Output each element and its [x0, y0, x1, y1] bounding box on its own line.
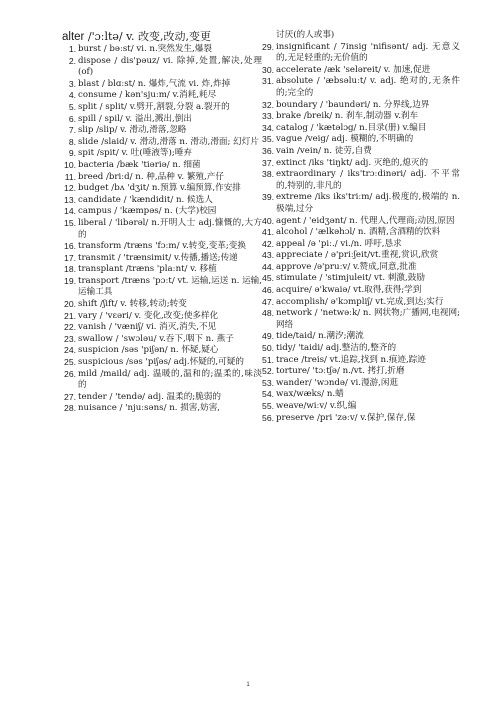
- entry-number: 1.: [68, 44, 76, 54]
- entry-number: 54.: [262, 389, 274, 400]
- headword-phonetic: /'ɔːltə/: [87, 30, 123, 43]
- entry-text: boundary / 'baundəri/ n. 分界线,边界: [276, 99, 430, 110]
- headword-definition: v. 改变,改动,变更: [126, 30, 212, 43]
- entry-text: campus / 'kæmpəs/ n. (大学)校园: [78, 206, 217, 217]
- entry-text: network / 'netwəːk/ n. 网状物;广播网,电视网;网络: [276, 308, 460, 330]
- entry-text: weave/wiːv/ v.织,编: [276, 401, 357, 411]
- entry-number: 36.: [262, 145, 274, 156]
- vocab-entry: [62, 137, 262, 149]
- entry-number: 12.: [64, 183, 76, 194]
- entry-text: preserve /pri 'zəːv/ v.保护,保存,保: [276, 412, 416, 423]
- vocab-entry: [62, 357, 262, 369]
- page-number: 1: [246, 682, 250, 688]
- entry-text: vary / 'vɛəri/ v. 变化,改变;使多样化: [78, 310, 219, 321]
- entry-number: 52.: [262, 366, 274, 377]
- entry-number: 14.: [64, 206, 76, 217]
- entry-text: slip /slip/ v. 滑动,滑落,忽略: [78, 125, 187, 136]
- vocab-entry: [260, 111, 460, 123]
- vocab-entry: [62, 172, 262, 184]
- vocab-entry: [62, 369, 262, 392]
- vocab-entry: [62, 311, 262, 323]
- vocab-entry: [62, 183, 262, 195]
- entry-number: 28.: [64, 403, 76, 414]
- entry-text: extreme /iks iks'triːm/ adj.极度的,极端的 n. 极端,过分: [276, 192, 460, 214]
- entry-number: 48.: [262, 308, 274, 319]
- entry-text: extraordinary / iks'trɔːdinəri/ adj. 不平常的,特别的,非凡的: [276, 169, 460, 191]
- vocab-entry: [62, 195, 262, 207]
- entry-text: mild /maild/ adj. 温暖的,温和的;温柔的,味淡的: [78, 368, 262, 391]
- vocab-entry: [62, 276, 262, 299]
- entry-number: 4.: [68, 90, 76, 101]
- entry-number: 30.: [262, 64, 274, 75]
- vocab-entry: [260, 343, 460, 355]
- entry-text: blast / blɑːst/ n. 爆炸,气流 vi. 炸,炸掉: [78, 78, 231, 89]
- vocab-entry: [62, 392, 262, 404]
- vocab-entry: [260, 227, 460, 239]
- left-column: [62, 30, 262, 415]
- vocab-entry: [260, 389, 460, 401]
- vocab-entry: [260, 401, 460, 413]
- entry-number: 5.: [68, 101, 76, 112]
- entry-number: 31.: [262, 76, 274, 87]
- entry-number: 34.: [262, 122, 274, 133]
- vocab-entry: [260, 262, 460, 274]
- entry-text: accomplish/ ə'kɔmpliʃ/ vt.完成,到达;实行: [276, 296, 444, 307]
- entry-number: 41.: [262, 227, 274, 238]
- entry-number: 33.: [262, 111, 274, 122]
- vocab-entry: [260, 158, 460, 170]
- entry-number: 11.: [64, 171, 76, 182]
- entry-text: stimulate / 'stimjuleit/ vt. 刺激,鼓励: [276, 273, 425, 284]
- entry-number: 40.: [262, 215, 274, 226]
- vocab-entry: [260, 42, 460, 65]
- vocab-entry: [62, 56, 262, 79]
- vocab-entry: [260, 366, 460, 378]
- entry-number: 26.: [64, 368, 76, 379]
- entry-text: transplant /træns 'plaːnt/ v. 移植: [78, 264, 217, 275]
- entry-number: 37.: [262, 157, 274, 168]
- vocab-entry: [260, 355, 460, 367]
- entry-text: absolute / 'æbsəluːt/ v. adj. 绝对的,无条件的;完全的: [276, 76, 460, 98]
- vocab-entry: [62, 241, 262, 253]
- entry-number: 20.: [64, 299, 76, 310]
- entry-number: 44.: [262, 261, 274, 272]
- entry-text: trace /treis/ vt.追踪,找到 n.痕迹,踪迹: [276, 354, 426, 365]
- entry-number: 16.: [64, 241, 76, 252]
- entry-text: tender / 'tendə/ adj. 温柔的;脆弱的: [78, 391, 221, 402]
- entry-text: candidate / 'kændidit/ n. 候选人: [78, 194, 213, 205]
- vocab-entry: [260, 308, 460, 331]
- vocab-entry: [260, 146, 460, 158]
- entry-text: vanish / 'væniʃ/ vi. 消灭,消失,不见: [78, 322, 217, 333]
- entry-text: tidy/ 'taidi/ adj.整洁的,整齐的: [276, 343, 397, 354]
- vocab-entry: [260, 65, 460, 77]
- entry-text: insignificant / 7insig 'nifisənt/ adj. 无意义 的,无足轻重的;无价值的: [276, 41, 460, 64]
- vocab-entry: [260, 76, 460, 99]
- entry-number: 13.: [64, 194, 76, 205]
- vocab-entry: [260, 123, 460, 135]
- entry-text: agent / 'eidʒənt/ n. 代理人,代理商;动因,原因: [276, 215, 455, 226]
- vocab-entry: [260, 239, 460, 251]
- entry-number: 32.: [262, 99, 274, 110]
- entry-number: 8.: [68, 136, 76, 147]
- entry-text: shift /ʃift/ v. 转移,转动;转变: [78, 299, 187, 310]
- vocab-entry: [62, 148, 262, 160]
- vocab-entry: [62, 102, 262, 114]
- vocab-entry: [62, 79, 262, 91]
- entry-text: transport /træns 'pɔːt/ vt. 运输,运送 n. 运输,运输工具: [78, 275, 262, 298]
- vocab-entry: [62, 114, 262, 126]
- entry-text: split / split/ v.劈开,割裂,分裂 a.裂开的: [78, 101, 230, 112]
- vocab-entry: [62, 125, 262, 137]
- continued-definition: 讨厌(的人或事): [276, 30, 335, 40]
- entry-text: appeal /ə 'piː./ vi./n. 呼吁,恳求: [276, 238, 402, 249]
- entry-text: accelerate /æk 'seləreit/ v. 加速,促进: [276, 64, 431, 75]
- entry-number: 39.: [262, 192, 274, 203]
- entry-text: consume / kən'sjuːm/ v.消耗,耗尽: [78, 90, 217, 101]
- entry-text: bacteria /bæk 'tiəriə/ n. 细菌: [78, 159, 201, 170]
- entry-text: tide/taid/ n.潮汐;潮流: [276, 331, 364, 342]
- entry-number: 9.: [68, 148, 76, 159]
- entry-text: extinct /iks 'tiŋkt/ adj. 灭绝的,熄灭的: [276, 157, 429, 168]
- entry-text: brake /breik/ n. 刹车,制动器 v.刹车: [276, 111, 419, 122]
- entry-text: slide /slaid/ v. 滑动,滑落 n. 滑动,滑面; 幻灯片: [78, 136, 259, 147]
- entry-number: 45.: [262, 273, 274, 284]
- entry-text: spill / spil/ v. 溢出,溅出,倒出: [78, 113, 192, 124]
- entry-number: 10.: [64, 159, 76, 170]
- vocab-entry: [62, 160, 262, 172]
- vocab-entry: [260, 100, 460, 112]
- entry-text: approve /ə'pruːv/ v.赞成,同意,批准: [276, 261, 417, 272]
- entry-text: wax/wæks/ n.蜡: [276, 389, 344, 400]
- vocab-entry: [260, 273, 460, 285]
- title-entry: [62, 30, 262, 44]
- entry-number: 47.: [262, 296, 274, 307]
- vocab-entry: [62, 334, 262, 346]
- entry-number: 46.: [262, 285, 274, 296]
- entry-number: 56.: [262, 412, 274, 423]
- vocab-entry: [260, 297, 460, 309]
- entry-number: 19.: [64, 275, 76, 286]
- entry-number: 43.: [262, 250, 274, 261]
- vocab-entry: [260, 216, 460, 228]
- entry-text: transmit / 'trænsimit/ v.传播,播送;传递: [78, 252, 238, 263]
- vocab-entry: [260, 169, 460, 192]
- vocab-entry: [62, 44, 262, 56]
- entry-number: 15.: [64, 217, 76, 228]
- vocab-entry: [62, 264, 262, 276]
- entry-text: liberal / 'libərəl/ n.开明人士 adj.慷慨的,大方的: [78, 217, 262, 240]
- entry-number: 6.: [68, 113, 76, 124]
- entry-text: vague /veig/ adj. 模糊的,不明确的: [276, 134, 414, 145]
- vocab-entry: [62, 218, 262, 241]
- entry-text: transform /træns 'fɔːm/ v.转变,变革;变换: [78, 241, 246, 252]
- entry-number: 55.: [262, 401, 274, 411]
- vocab-entry: [260, 378, 460, 390]
- vocab-entry: [62, 90, 262, 102]
- entry-number: 3.: [68, 78, 76, 89]
- entry-text: spit /spit/ v. 吐(唾液等);唾弃: [78, 148, 192, 159]
- vocab-entry: [260, 413, 460, 425]
- vocab-entry: [62, 322, 262, 334]
- entry-number: 51.: [262, 354, 274, 365]
- entry-text: suspicion /səs 'piʃən/ n. 怀疑,疑心: [78, 345, 219, 356]
- entry-text: catalog / 'kætəlɔg/ n.目录(册) v.编目: [276, 122, 427, 133]
- entry-text: appreciate / ə'priːʃeit/vt.重视,赏识,欣赏: [276, 250, 439, 261]
- vocab-entry: [62, 206, 262, 218]
- entry-text: acquire/ ə'kwaiə/ vt.取得,获得;学到: [276, 285, 422, 296]
- entry-number: 22.: [64, 322, 76, 333]
- vocab-entry: [260, 192, 460, 215]
- entry-number: 7.: [68, 125, 76, 136]
- entry-number: 29.: [262, 41, 274, 52]
- entry-text: suspicious /səs 'piʃəs/ adj.怀疑的,可疑的: [78, 357, 244, 368]
- entry-text: swallow / 'swɔləu/ v.吞下,咽下 n. 燕子: [78, 333, 234, 344]
- entry-number: 49.: [262, 331, 274, 342]
- vocab-entry: [62, 253, 262, 265]
- entry-number: 38.: [262, 169, 274, 180]
- entry-number: 17.: [64, 252, 76, 263]
- headword: alter: [62, 31, 85, 43]
- entry-text: alcohol / 'ælkəhɔl/ n. 酒精,含酒精的饮料: [276, 227, 441, 238]
- right-column: [260, 30, 460, 424]
- entry-text: budget /bʌ 'dʒit/ n.预算 v.编预算,作安排: [78, 183, 241, 194]
- entry-number: 25.: [64, 357, 76, 368]
- vocab-entry: [62, 345, 262, 357]
- entry-number: 50.: [262, 343, 274, 354]
- entry-text: nuisance / 'njuːsəns/ n. 损害,妨害,: [78, 403, 221, 414]
- entry-text: burst / bəːst/ vi. n.突然发生,爆裂: [78, 44, 212, 54]
- entry-text: torture/ 'tɔːtʃə/ n./vt. 拷打,折磨: [276, 366, 405, 377]
- entry-text: vain /vein/ n. 徒劳,自费: [276, 145, 372, 156]
- vocab-entry: [62, 403, 262, 415]
- entry-number: 18.: [64, 264, 76, 275]
- entry-number: 24.: [64, 345, 76, 356]
- entry-number: 53.: [262, 377, 274, 388]
- entry-text: wander/ 'wɔndə/ vi.漫游,闲逛: [276, 377, 399, 388]
- entry-number: 23.: [64, 333, 76, 344]
- entry-text: dispose / dis'pəuz/ vi. 除掉,处置,解决,处理 (of): [78, 55, 262, 78]
- entry-number: 27.: [64, 391, 76, 402]
- vocab-entry: [62, 299, 262, 311]
- vocab-entry: [260, 134, 460, 146]
- entry-number: 42.: [262, 238, 274, 249]
- entry-number: 35.: [262, 134, 274, 145]
- entry-text: breed /briːd/ n. 种,品种 v. 繁殖,产仔: [78, 171, 224, 182]
- entry-number: 21.: [64, 310, 76, 321]
- vocab-entry: [260, 285, 460, 297]
- vocab-entry: [260, 250, 460, 262]
- vocab-entry: [260, 331, 460, 343]
- entry-number: 2.: [68, 55, 76, 66]
